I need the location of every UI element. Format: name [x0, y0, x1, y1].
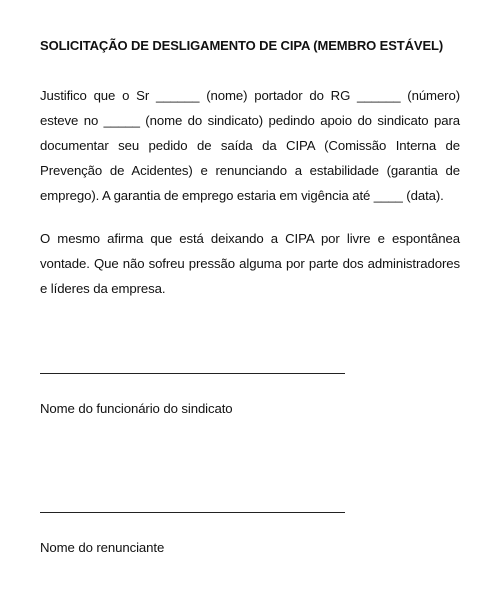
document-title: SOLICITAÇÃO DE DESLIGAMENTO DE CIPA (MEMBRO ESTÁVEL) [40, 38, 444, 53]
signature-block-union [40, 373, 345, 416]
signature-block-resigner [40, 512, 345, 555]
signature-line [40, 373, 345, 374]
signature-line [40, 512, 345, 513]
signature-label-resigner: Nome do renunciante [40, 540, 165, 555]
paragraph-statement: O mesmo afirma que está deixando a CIPA por livre e espontânea vontade. Que não sofreu pressão alguma por parte dos administradores e líderes da empresa. [40, 231, 460, 296]
signature-label-union-employee: Nome do funcionário do sindicato [40, 401, 233, 416]
paragraph-justification: Justifico que o Sr ______ (nome) portador do RG ______ (número) esteve no _____ (nome do sindicato) pedindo apoio do sindicato para documentar seu pedido de saída da CIPA (Comissão Interna de Prevenção de Acidentes) e renunciando a estabilidade (garantia de emprego). A garantia de emprego estaria em vigência até ____ (data). [40, 88, 460, 203]
